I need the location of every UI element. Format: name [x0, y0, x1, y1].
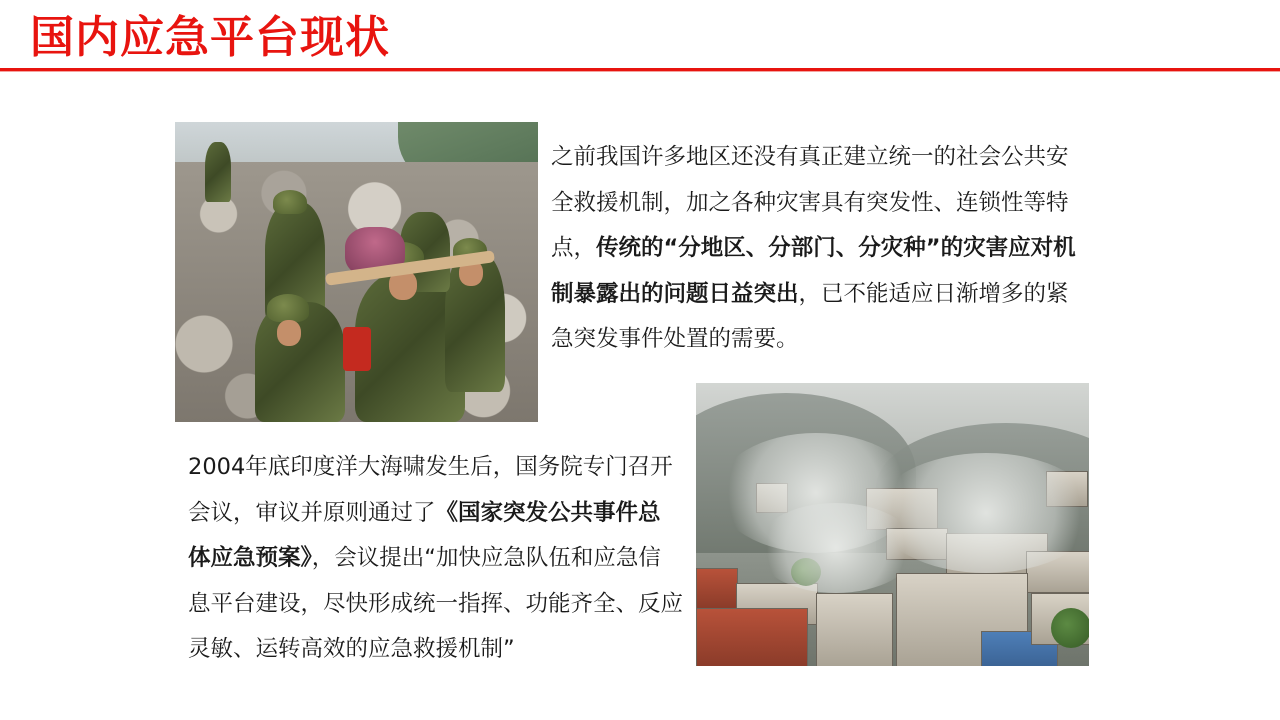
policy-text-emphasis: 《国家突发公共事件总体应急预案》	[188, 499, 661, 571]
town-smoke	[756, 503, 916, 593]
town-photo	[696, 383, 1089, 666]
intro-paragraph	[551, 135, 1081, 363]
intro-text-emphasis: 传统的“分地区、分部门、分灾种”的灾害应对机制暴露出的问题日益突出	[551, 235, 1076, 307]
slide-title: 国内应急平台现状	[30, 12, 390, 63]
soldier-helmet	[273, 190, 307, 214]
soldier-figure	[205, 142, 231, 202]
town-building	[696, 608, 808, 666]
intro-text-tail: ，已不能适应日渐增多的紧急突发事件处置的需要。	[551, 280, 1069, 352]
town-trees	[1051, 608, 1089, 648]
policy-text-regular: 2004年底印度洋大海啸发生后，国务院专门召开会议，审议并原则通过了	[188, 454, 673, 526]
town-building	[696, 568, 738, 610]
title-divider-shadow	[0, 71, 1280, 72]
policy-text-tail: ，会议提出“加快应急队伍和应急信息平台建设，尽快形成统一指挥、功能齐全、反应灵敏、运转高效的应急救援机制”	[188, 545, 684, 662]
rescue-photo	[175, 122, 538, 422]
soldier-helmet	[267, 294, 309, 322]
leader-armband	[343, 327, 371, 371]
policy-paragraph	[188, 445, 683, 673]
intro-text-regular: 之前我国许多地区还没有真正建立统一的社会公共安全救援机制，加之各种灾害具有突发性、连锁性等特点，	[551, 144, 1069, 261]
soldier-face	[277, 320, 301, 346]
town-building	[816, 593, 893, 666]
